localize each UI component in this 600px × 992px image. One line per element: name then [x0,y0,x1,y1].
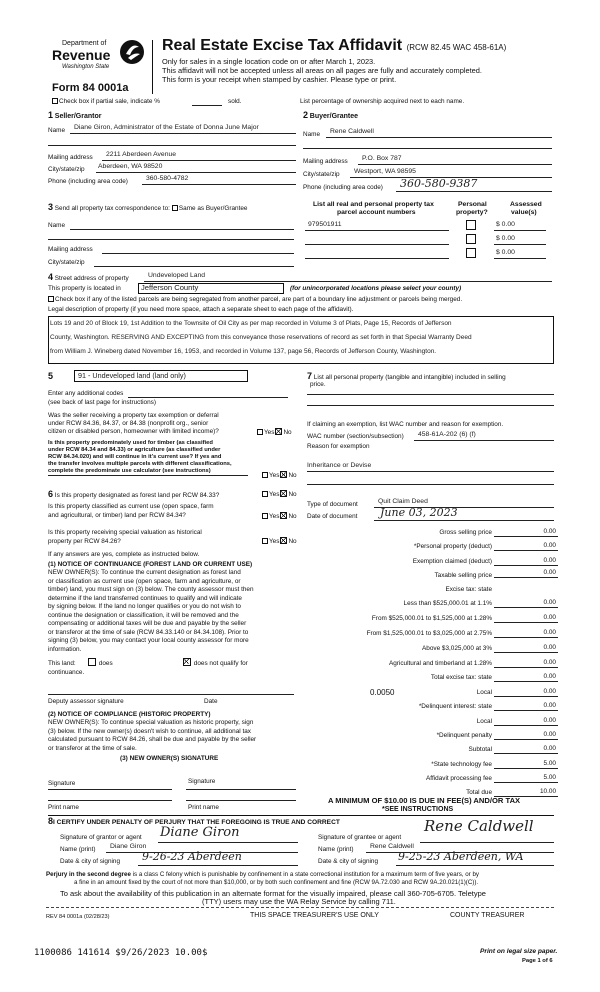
notice1-line: continue the designation or classification, it will be removed and the [48,611,239,619]
partial-sale-label: Check box if partial sale, indicate % [59,98,160,105]
located-label: This property is located in [48,285,121,292]
tax-row-value[interactable]: 0.00 [543,542,556,549]
tax-row-label: Local [476,718,492,725]
current-use-no-label: No [288,513,297,520]
buyer-city-label: City/state/zip [303,171,340,178]
local-rate: 0.0050 [370,688,395,697]
grantor-name[interactable]: Diane Giron [110,843,147,850]
assessed-value-2[interactable]: $ 0.00 [496,235,515,242]
buyer-name-line [326,137,552,138]
sec5-num: 5 [48,371,54,381]
timber-q-underline [48,475,248,476]
legal-line-1: Lots 19 and 20 of Block 19, 1st Addition to the Townsite of Oil City as per map recorded in Volume 3 of Plats, Page 15, Records of Jefferson [50,320,452,327]
historic-yes-label: Yes [269,538,280,545]
receipt-stamp: 1100086 141614 $9/26/2023 10.00$ [34,948,208,958]
parcel-line-2 [305,244,449,245]
doc-date[interactable]: June 03, 2023 [380,506,458,519]
does-option[interactable] [88,658,113,667]
exempt-yes-no[interactable] [257,428,292,436]
tax-row-value[interactable]: 0.00 [543,745,556,752]
owner-sig-label-1: Signature [48,780,76,787]
assessed-line-3 [494,258,546,259]
treasurer-use: THIS SPACE TREASURER'S USE ONLY [250,912,379,919]
sec7-text1: List all personal property (tangible and intangible) included in selling [313,374,506,381]
tax-row-label: Subtotal [468,746,492,753]
wac-label: WAC number (section/subsection) [307,433,404,440]
seller-phone-label: Phone (including area code) [48,178,128,185]
notice2-text [48,719,256,753]
tax-row-value[interactable]: 0.00 [543,702,556,709]
dor-logo [50,38,150,82]
buyer-mail-label: Mailing address [303,158,348,165]
notice1-heading: (1) NOTICE OF CONTINUANCE (FOREST LAND OR CURRENT USE) [48,561,253,568]
treasurer-rule [46,907,554,908]
historic-yes-checkbox[interactable] [262,538,268,544]
doc-date-label: Date of document [307,513,358,520]
partial-sale-checkbox[interactable] [52,98,58,104]
tax-row-label: Local [476,689,492,696]
historic-yes-no[interactable] [262,537,297,545]
sec7-num: 7 [307,371,313,381]
pct-note: List percentage of ownership acquired next to each name. [300,98,465,105]
sec7-row [307,371,506,381]
buyer-phone-line [396,191,552,192]
sec3-name-label: Name [48,222,66,229]
tax-row-label: *Delinquent penalty [436,732,492,739]
partial-pct-line [192,105,222,106]
wac-line [414,440,554,441]
segregate-row [48,296,462,303]
legal-line-2: County, Washington. RESERVING AND EXCEPTING from this conveyance those reservations of record as set forth in that Special Warranty Deed [50,334,472,341]
assessed-line-2 [494,244,546,245]
sec8-num: 8 [48,816,54,826]
grantor-date-label: Date & city of signing [60,858,121,865]
forest-no-label: No [288,491,297,498]
cert-text: I CERTIFY UNDER PENALTY OF PERJURY THAT THE FOREGOING IS TRUE AND CORRECT [53,819,340,826]
tax-row-line [494,768,558,769]
tax-row-line [494,577,558,578]
tax-row-line [494,739,558,740]
wac-claim-note: If claiming an exemption, list WAC number and reason for exemption. [307,421,504,428]
current-use-yes-label: Yes [269,513,280,520]
timber-q5: complete the predominate use calculator (see instructions) [48,468,211,474]
dor-emblem-icon [118,38,146,66]
tax-row-line [494,565,558,566]
tax-row-value[interactable]: 5.00 [543,774,556,781]
seller-mail-label: Mailing address [48,154,93,161]
tax-row-line [494,637,558,638]
tax-row-label: Less than $525,000.01 at 1.1% [403,600,492,607]
exempt-q2: under RCW 84.36, 84.37, or 84.38 (nonprofit org., senior [48,420,209,427]
sec3-mail-label: Mailing address [48,246,93,253]
legal-label: Legal description of property (if you need more space, attach a separate sheet to each page of the affidavit). [48,306,354,313]
personal-checkbox-1[interactable] [466,220,476,230]
seller-heading-text: Seller/Grantor [54,113,102,120]
tax-row-line [494,782,558,783]
tax-row-label: Total due [466,789,492,796]
tax-row-label: *State technology fee [431,761,492,768]
tax-row-label: Above $3,025,000 at 3% [422,645,492,652]
notice2-heading: (2) NOTICE OF COMPLIANCE (HISTORIC PROPERTY) [48,711,211,718]
notice1-text [48,569,254,654]
tax-row-line [494,725,558,726]
page-title [162,37,506,55]
assessed-line-1 [494,230,546,231]
notice1-line: NEW OWNER(S): To continue the current designation as forest land [48,569,241,576]
exempt-no-label: No [283,429,292,436]
parcel-line-1 [305,230,449,231]
sec7-text2: price. [310,381,326,388]
seller-name[interactable]: Diane Giron, Administrator of the Estate of Donna June Major [74,124,259,131]
header-divider [152,40,153,94]
current-use-q2: and agricultural, or timber) land per RCW 84.34? [48,512,186,519]
street-address[interactable]: Undeveloped Land [148,272,206,279]
does-not-option[interactable] [182,658,248,667]
codes-label2: (see back of last page for instructions) [48,399,156,406]
timber-q3: RCW 84.34.020) and will continue in it's current use? If yes and [48,454,222,460]
historic-q1: Is this property receiving special valuation as historical [48,529,202,536]
page-number: Page 1 of 6 [522,958,553,964]
seller-city-line [96,172,296,173]
grantor-sig-line [158,842,298,843]
legal-line-3: from William J. Wineberg dated November 16, 1953, and recorded in Volume 137, page 56, Records of Jefferson County, Washington. [50,348,437,355]
owner-print-label-2: Print name [188,804,219,811]
doc-type[interactable]: Quit Claim Deed [378,498,428,505]
buyer-phone-label: Phone (including area code) [303,184,383,191]
land-use-select[interactable]: 91 - Undeveloped land (land only) [74,370,248,382]
forest-q [48,489,219,499]
personal-header2: property? [456,209,488,216]
seller-name-label: Name [48,127,66,134]
timber-q1: Is this property predominately used for timber (as classified [48,440,213,446]
tax-row-line [494,607,558,608]
historic-q2: property per RCW 84.26? [48,538,121,545]
grantor-sig-label: Signature of grantor or agent [60,834,142,841]
same-as-buyer-checkbox[interactable] [172,205,178,211]
grantee-name[interactable]: Rene Caldwell [370,843,414,850]
notice1-line: or classification as current use (open space, farm and agriculture, or [48,577,241,585]
assessed-value-1[interactable]: $ 0.00 [496,221,515,228]
seller-phone[interactable]: 360-580-4782 [146,175,189,182]
seller-city[interactable]: Aberdeen, WA 98520 [98,163,163,170]
reason-label: Reason for exemption [307,443,370,450]
sec3-num: 3 [48,202,54,212]
subtitle-1: Only for sales in a single location code on or after March 1, 2023. [162,57,376,66]
codes-label1: Enter any additional codes [48,390,124,397]
seller-city-label: City/state/zip [48,166,85,173]
tax-row-line [494,652,558,653]
timber-q4: the transfer involves multiple parcels with different classifications, [48,461,232,467]
buyer-name[interactable]: Rene Caldwell [330,128,374,135]
exempt-q3: citizen or disabled person, homeowner with limited income)? [48,428,219,435]
owner-sig-label-2: Signature [188,778,216,785]
same-as-buyer-label: Same as Buyer/Grantee [178,205,248,212]
title-text: Real Estate Excise Tax Affidavit [162,37,403,54]
historic-no-label: No [288,538,297,545]
street-line [144,281,552,282]
personal-header1: Personal [458,201,487,208]
tax-row-line [494,696,558,697]
does-label: does [98,660,113,667]
assessed-header2: value(s) [511,209,537,216]
codes-line [128,397,288,398]
sec4-num: 4 [48,272,54,282]
grantee-date-city[interactable]: 9-25-23 Aberdeen, WA [398,850,524,863]
notice1-line: by signing below. If the land no longer qualifies or you do not wish to [48,603,241,610]
grantor-name-label: Name (print) [60,846,96,853]
buyer-city[interactable]: Westport, WA 98595 [354,168,416,175]
tax-row-label: Taxable selling price [434,572,492,579]
buyer-heading-text: Buyer/Grantee [309,113,359,120]
buyer-name-line2 [303,148,552,149]
timber-no-checkbox[interactable] [280,471,287,478]
county-note: (for unincorporated locations please select your county) [290,285,462,292]
owner-print-line-2 [186,800,296,801]
parcel-header1: List all real and personal property tax [313,201,434,208]
doc-date-line [374,520,554,521]
notice1-line: or transferor at the time of sale (RCW 84.33.140 or 84.34.108). Prior to [48,628,249,636]
assessed-value-3[interactable]: $ 0.00 [496,249,515,256]
grantee-sig-line [420,842,554,843]
segregate-label: Check box if any of the listed parcels are being segregated from another parcel, are part of a boundary line adjustment or parcels being merged. [55,296,463,303]
exemption-reason[interactable]: Inheritance or Devise [307,462,372,469]
tax-row-line [494,667,558,668]
tax-row-line [494,550,558,551]
perjury-line-2: a fine in an amount fixed by the court of not more than $10,000, or by both such confinement and fine (RCW 9A.72.030 and RCW 9A.20.021(1)(C)). [74,879,479,886]
tax-row-value[interactable]: 5.00 [543,760,556,767]
seller-heading [48,110,101,121]
parcel-header2: parcel account numbers [337,209,416,216]
tax-row-value[interactable]: 0.00 [543,731,556,738]
tax-row-value[interactable]: 0.00 [543,629,556,636]
exempt-q1: Was the seller receiving a property tax exemption or deferral [48,412,219,419]
dept-line3: Washington State [62,64,110,70]
does-checkbox[interactable] [88,658,96,666]
seller-name-line2 [48,145,296,146]
tax-row-label: Total excise tax: state [430,674,492,681]
tax-row-value[interactable]: 0.00 [543,659,556,666]
tax-row-label: Agricultural and timberland at 1.28% [388,660,492,667]
title-ref: (RCW 82.45 WAC 458-61A) [406,43,507,52]
tax-row-value[interactable]: 0.00 [543,688,556,695]
buyer-mail-line [358,164,552,165]
continuance-label: continuance. [48,669,85,676]
owner-print-label-1: Print name [48,804,79,811]
tax-row-value[interactable]: 0.00 [543,569,556,576]
does-not-checkbox[interactable] [183,658,191,666]
county-select[interactable]: Jefferson County [138,283,284,294]
sec6-num: 6 [48,489,54,499]
wac-number[interactable]: 458-61A-202 (6) (f) [418,431,476,438]
perjury-line-1 [46,871,479,878]
alt-format-1: To ask about the availability of this publication in an alternate format for the visually impaired, please call 360-705-6705. Teletype [60,889,486,898]
exempt-no-checkbox[interactable] [275,428,282,435]
personal-checkbox-3[interactable] [466,248,476,258]
notice2-line: calculated pursuant to RCW 84.26, shall be due and payable by the seller [48,736,257,743]
buyer-heading [303,110,358,121]
grantor-signature[interactable]: Diane Giron [160,825,240,840]
grantee-date-line [396,865,554,866]
this-land-label: This land: [48,660,76,667]
notice1-line: compensating or additional taxes will be due and payable by the seller [48,620,247,627]
dept-line1: Department of [62,40,107,47]
tax-row-value[interactable]: 0.00 [543,717,556,724]
tax-row-value[interactable]: 0.00 [543,614,556,621]
seller-mail[interactable]: 2211 Aberdeen Avenue [106,151,177,158]
segregate-checkbox[interactable] [48,296,54,302]
historic-no-checkbox[interactable] [280,537,287,544]
grantor-date-line [138,865,298,866]
street-label: Street address of property [54,275,129,282]
buyer-name-label: Name [303,131,321,138]
seller-name-line [70,133,296,134]
exempt-yes-label: Yes [264,429,275,436]
forest-no-checkbox[interactable] [280,490,287,497]
current-use-q1: Is this property classified as current use (open space, farm [48,503,214,510]
parcel-line-3 [305,258,449,259]
tax-row-line [494,622,558,623]
grantee-name-label: Name (print) [318,846,354,853]
rev-number: REV 84 0001a (02/28/23) [46,914,110,920]
perjury-text: is a class C felony which is punishable by confinement in a state correctional institution for a maximum term of five years, or by [132,871,479,878]
tax-row-value[interactable]: 0.00 [543,557,556,564]
county-treasurer: COUNTY TREASURER [450,912,525,919]
tax-row-label: Gross selling price [439,529,492,536]
tax-row-value[interactable]: 0.00 [543,644,556,651]
timber-no-label: No [288,472,297,479]
notice1-line: information. [48,645,82,653]
notice2-line: (3) below. If the new owner(s) doesn't wish to continue, all additional tax [48,727,251,735]
sec3-row [48,202,247,212]
tax-row-label: *Personal property (deduct) [413,543,492,550]
parcel-number[interactable]: 979501911 [308,221,342,228]
timber-yes-label: Yes [269,472,280,479]
tax-row-line [494,710,558,711]
timber-yes-checkbox[interactable] [262,472,268,478]
grantee-date-label: Date & city of signing [318,858,379,865]
minimum-note: A MINIMUM OF $10.00 IS DUE IN FEE(S) AND/OR TAX [328,796,521,805]
tax-row-label: *Delinquent interest: state [418,703,492,710]
tax-row-line [494,681,558,682]
partial-sale-row [52,98,160,105]
street-row [48,272,129,282]
grantee-sig-label: Signature of grantee or agent [318,834,402,841]
assessed-header1: Assessed [510,201,542,208]
dept-line2: Revenue [52,47,111,63]
alt-format-2: (TTY) users may use the WA Relay Service by calling 711. [202,897,396,906]
seller-num: 1 [48,110,54,120]
exempt-yes-checkbox[interactable] [257,429,263,435]
sec3-name-line2 [48,239,294,240]
notice2-line: NEW OWNER(S): To continue special valuation as historic property, sign [48,719,254,726]
subtitle-3: This form is your receipt when stamped by cashier. Please type or print. [162,75,397,84]
buyer-mail[interactable]: P.O. Box 787 [362,155,402,162]
tax-row-value[interactable]: 0.00 [543,599,556,606]
sec3-city-line [94,266,294,267]
seller-phone-line [142,184,296,185]
timber-yes-no[interactable] [262,471,297,479]
personal-prop-line-1 [307,394,554,395]
owner-sig-line-2 [186,789,296,790]
owner-print-line-1 [48,800,172,801]
sec3-name-line [70,229,294,230]
notice2-line: or transferor at the time of sale. [48,744,137,752]
doc-type-label: Type of document [307,501,358,508]
buyer-phone[interactable]: 360-580-9387 [400,177,478,190]
sec3-mail-line [102,253,294,254]
see-instructions: *SEE INSTRUCTIONS [382,806,454,813]
deputy-line [48,694,294,695]
personal-prop-line-2 [307,405,554,406]
tax-row-value[interactable]: 10.00 [540,788,556,795]
current-use-no-checkbox[interactable] [280,512,287,519]
sec3-text: Send all property tax correspondence to: [54,205,170,212]
notice1-line: determine if the land transferred continues to qualify and will indicate [48,594,242,602]
buyer-num: 2 [303,110,309,120]
current-use-yes-checkbox[interactable] [262,513,268,519]
tax-row-label: Affidavit processing fee [426,775,492,782]
tax-row-label: From $525,000.01 to $1,525,000 at 1.28% [371,615,492,622]
deputy-date-label: Date [204,698,218,705]
forest-yes-checkbox[interactable] [262,491,268,497]
tax-row-label: Excise tax: state [445,586,492,593]
current-use-yes-no[interactable] [262,512,297,520]
tax-row-label: Exemption claimed (deduct) [412,558,492,565]
notice1-line: signing (3) below, you may contact your local county assessor for more [48,637,249,644]
subtitle-2: This affidavit will not be accepted unless all areas on all pages are fully and accurately completed. [162,66,482,75]
personal-checkbox-2[interactable] [466,234,476,244]
reason-line-2 [307,484,554,485]
notice3-heading: (3) NEW OWNER(S) SIGNATURE [120,755,219,762]
owner-sig-line-1 [48,789,172,790]
sec3-city-label: City/state/zip [48,259,85,266]
tax-row-label: From $1,525,000.01 to $3,025,000 at 2.75% [366,630,492,637]
tax-row-line [494,536,558,537]
tax-row-value[interactable]: 0.00 [543,673,556,680]
tax-row-value[interactable]: 0.00 [543,528,556,535]
partial-sold: sold. [228,98,242,105]
does-not-label: does not qualify for [193,660,248,667]
deputy-label: Deputy assessor signature [48,698,124,705]
grantee-signature[interactable]: Rene Caldwell [424,817,534,835]
reason-line-1 [307,471,554,472]
perjury-bold: Perjury in the second degree [46,871,131,878]
grantor-date-city[interactable]: 9-26-23 Aberdeen [142,850,242,863]
tax-row-line [494,753,558,754]
forest-yes-label: Yes [269,491,280,498]
form-number: Form 84 0001a [52,82,129,94]
if-yes-note: If any answers are yes, complete as instructed below. [48,551,200,558]
timber-q2: under RCW 84.34 and 84.33) or agriculture (as classified under [48,447,221,453]
legal-paper-note: Print on legal size paper. [480,948,558,955]
seller-mail-line [102,160,296,161]
forest-yes-no[interactable] [262,490,297,498]
notice1-line: timber) land, you must sign on (3) below. The county assessor must then [48,586,254,593]
forest-q-text: Is this property designated as forest land per RCW 84.33? [54,492,220,499]
